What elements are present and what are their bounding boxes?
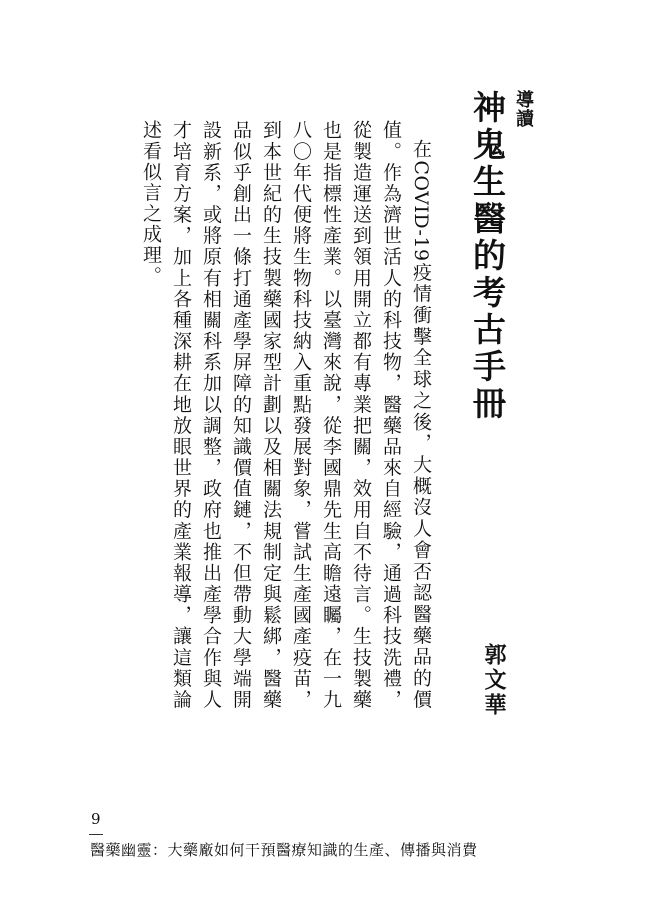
running-title: 醫藥幽靈：大藥廠如何干預醫療知識的生產、傳播與消費 [90,841,478,859]
section-label: 導讀 [513,90,534,128]
page-number: 9 [91,810,101,828]
paragraph-start: 在 [410,139,432,161]
body-paragraph [136,120,436,710]
chapter-title: 神鬼生醫的考古手冊 [468,90,507,423]
paragraph-rest: 疫情衝擊全球之後，大概沒人會否認醫藥品的價值。作為濟世活人的科技物，醫藥品來自經驗，通過科技洗禮，從製造運送到領用開立都有專業把關，效用自不待言。生技製藥也是指標性產業。以臺灣來說，從李國鼎先生高瞻遠矚，在一九八〇年代便將生物科技納入重點發展對象，嘗試生產國產疫苗，到本世紀的生技製藥國家型計劃以及相關法規制定與鬆綁，醫藥品似乎創出一條打通產學屏障的知識價值鏈，不但帶動大學端開設新系，或將原有相關科系加以調整，政府也推出產學合作與人才培育方案，加上各種深耕在地放眼世界的產業報導，讓這類論述看似言之成理。 [140,120,432,710]
body-text [96,120,436,710]
footer-rule [89,834,103,835]
latin-term: COVID-19 [410,160,432,262]
author-name: 郭文華 [481,643,506,718]
